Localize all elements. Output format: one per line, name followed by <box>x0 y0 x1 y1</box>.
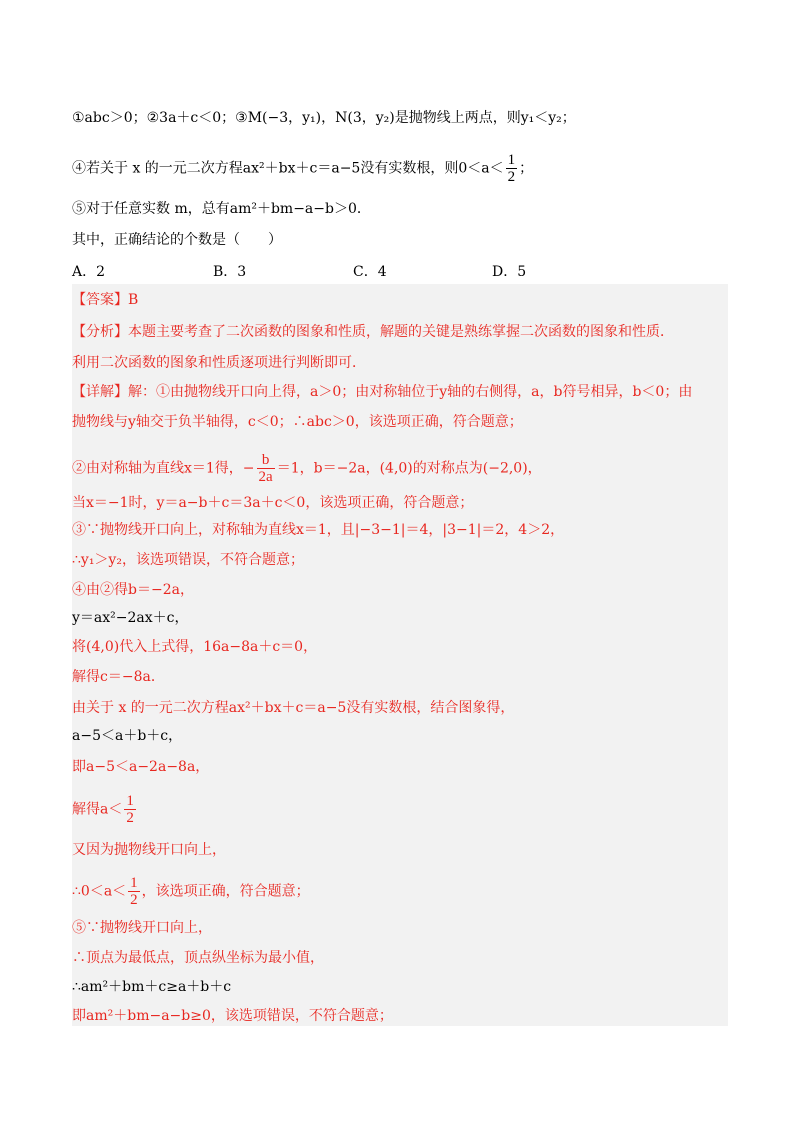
statement-1-3: ①abc＞0；②3a＋c＜0；③M(−3，y₁)，N(3，y₂)是抛物线上两点，则y₁＜y₂； <box>72 110 576 126</box>
choice-b[interactable]: B．3 <box>213 264 247 280</box>
fraction-half <box>128 875 140 908</box>
fraction-denominator: 2 <box>126 810 134 826</box>
detail-line-17: ⑤∵抛物线开口向上， <box>72 920 212 936</box>
detail-line-11: 由关于 x 的一元二次方程ax²＋bx＋c＝a−5没有实数根，结合图象得， <box>72 700 515 716</box>
detail-line-2: 抛物线与y轴交于负半轴得，c＜0；∴abc＞0，该选项正确，符合题意； <box>72 414 523 430</box>
detail-line-6: ∴y₁＞y₂，该选项错误，不符合题意； <box>72 552 304 568</box>
fraction-numerator: 1 <box>130 875 138 891</box>
detail-line-18: ∴顶点为最低点，顶点纵坐标为最小值， <box>72 950 324 966</box>
statement-5: ⑤对于任意实数 m，总有am²＋bm−a−b＞0． <box>72 201 371 217</box>
detail-line-13: 即a−5＜a−2a−8a， <box>72 759 210 775</box>
fraction-numerator: b <box>257 452 275 469</box>
detail-line-12: a−5＜a＋b＋c， <box>72 728 183 744</box>
detail-line-19: ∴am²＋bm＋c≥a＋b＋c <box>72 979 232 995</box>
detail-line-16-text: ∴0＜a＜ <box>72 883 127 900</box>
fraction-denominator: 2a <box>258 469 273 485</box>
analysis-line-1: 【分析】本题主要考查了二次函数的图象和性质，解题的关键是熟练掌握二次函数的图象和性质． <box>72 324 674 340</box>
detail-line-14 <box>72 793 138 826</box>
statement-4-text: ④若关于 x 的一元二次方程ax²＋bx＋c＝a−5没有实数根，则0＜a＜ <box>72 160 504 177</box>
fraction-numerator: 1 <box>507 152 516 168</box>
fraction-half <box>124 793 136 826</box>
fraction-denominator: 2 <box>507 169 516 185</box>
choice-c[interactable]: C．4 <box>353 264 387 280</box>
choice-d[interactable]: D．5 <box>492 264 527 280</box>
detail-line-3-end: ＝1，b＝−2a，(4,0)的对称点为(−2,0)， <box>276 460 542 477</box>
fraction-b-over-2a <box>257 452 275 485</box>
detail-line-14-text: 解得a＜ <box>72 801 123 818</box>
fraction-numerator: 1 <box>126 793 134 809</box>
detail-line-20: 即am²＋bm−a−b≥0，该选项错误，不符合题意； <box>72 1008 393 1024</box>
statement-4-end: ； <box>519 160 534 177</box>
detail-line-3 <box>72 452 542 485</box>
detail-line-16 <box>72 875 310 908</box>
analysis-line-2: 利用二次函数的图象和性质逐项进行判断即可． <box>72 355 366 371</box>
fraction-half <box>506 152 518 185</box>
detail-line-3-text: ②由对称轴为直线x＝1得，− <box>72 460 255 477</box>
detail-line-16-end: ，该选项正确，符合题意； <box>141 883 310 900</box>
detail-line-4: 当x＝−1时，y＝a−b＋c＝3a＋c＜0，该选项正确，符合题意； <box>72 495 474 511</box>
detail-line-10: 解得c＝−8a． <box>72 669 165 685</box>
choice-a[interactable]: A．2 <box>72 264 106 280</box>
detail-line-5: ③∵抛物线开口向上，对称轴为直线x＝1，且|−3−1|＝4，|3−1|＝2，4＞2， <box>72 522 565 538</box>
question-prompt: 其中，正确结论的个数是（ ） <box>72 232 282 248</box>
detail-line-1: 【详解】解：①由抛物线开口向上得，a＞0；由对称轴位于y轴的右侧得，a，b符号相异，b＜0；由 <box>72 384 693 400</box>
detail-line-7: ④由②得b＝−2a， <box>72 582 194 598</box>
detail-line-15: 又因为抛物线开口向上， <box>72 842 226 858</box>
answer-label: 【答案】B <box>72 292 139 308</box>
detail-line-8: y＝ax²−2ax＋c， <box>72 610 189 626</box>
statement-4 <box>72 152 533 185</box>
detail-line-9: 将(4,0)代入上式得，16a−8a＋c＝0， <box>72 639 318 655</box>
fraction-denominator: 2 <box>130 892 138 908</box>
